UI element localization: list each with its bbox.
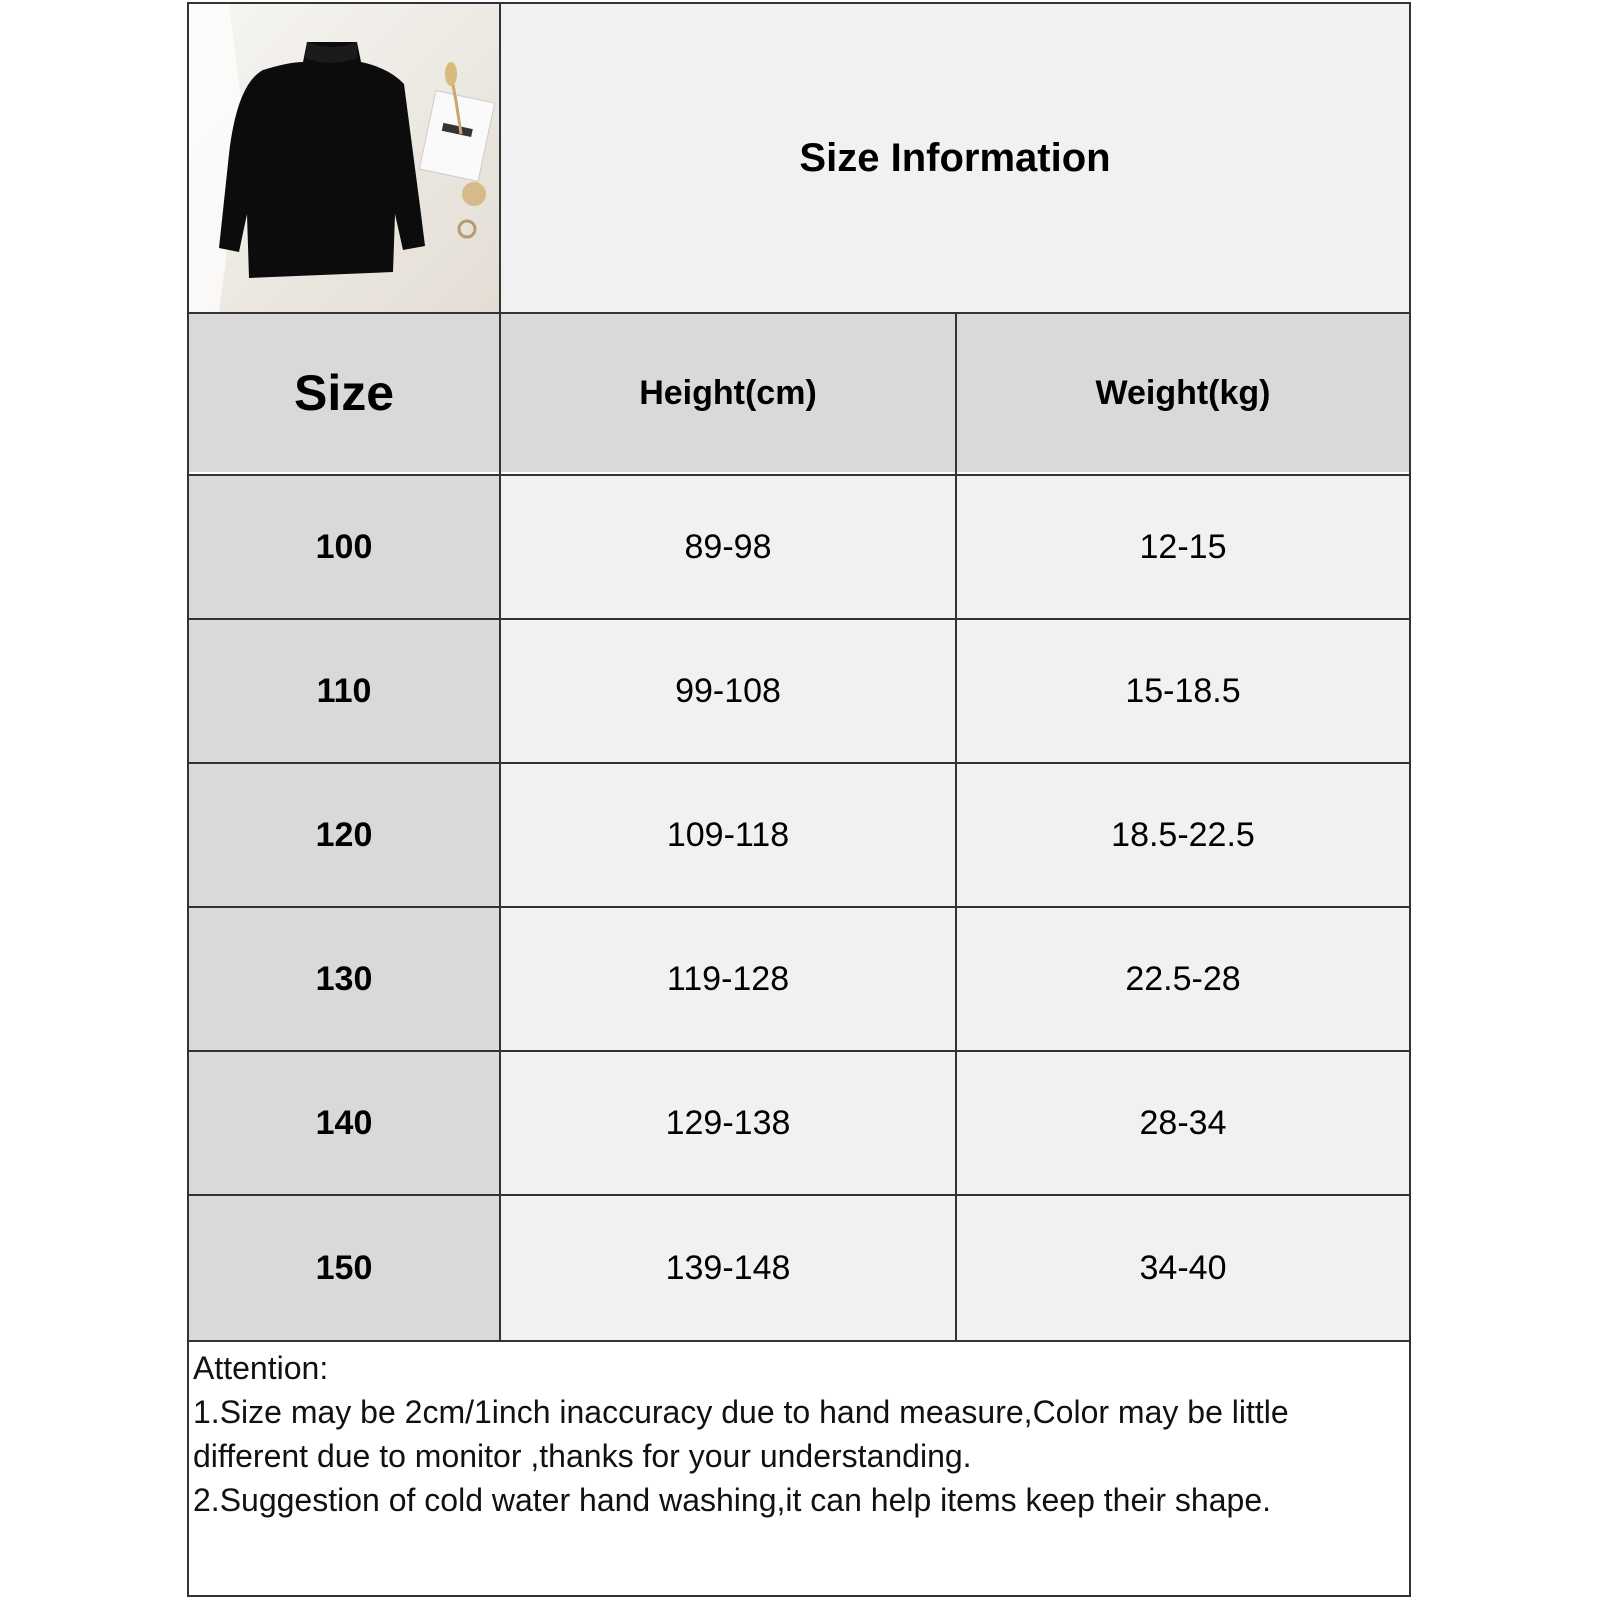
header-weight-label: Weight(kg) (1095, 373, 1271, 412)
notes-line: 2.Suggestion of cold water hand washing,it can help items keep their shape. (193, 1482, 1271, 1518)
header-height-label: Height(cm) (639, 373, 817, 412)
table-row-weight (957, 620, 1409, 762)
attention-notes (193, 1346, 1393, 1522)
height-value: 129-138 (665, 1103, 791, 1142)
table-row-weight (957, 476, 1409, 618)
height-value: 89-98 (684, 527, 772, 566)
table-row-size (189, 908, 499, 1050)
header-size-label: Size (293, 365, 395, 421)
size-chart (187, 2, 1411, 1597)
size-value: 150 (315, 1248, 373, 1287)
table-row-weight (957, 764, 1409, 906)
table-row-height (501, 620, 955, 762)
notes-line: 1.Size may be 2cm/1inch inaccuracy due to hand measure,Color may be little (193, 1394, 1289, 1430)
table-row-weight (957, 1196, 1409, 1340)
table-row-size (189, 1196, 499, 1340)
height-value: 139-148 (665, 1248, 791, 1287)
table-row-height (501, 1196, 955, 1340)
table-row-weight (957, 908, 1409, 1050)
table-row-size (189, 476, 499, 618)
table-row-height (501, 1052, 955, 1194)
table-row-size (189, 1052, 499, 1194)
height-value: 109-118 (666, 815, 790, 854)
product-photo (189, 4, 499, 312)
table-row-size (189, 764, 499, 906)
height-value: 119-128 (666, 959, 790, 998)
table-row-height (501, 908, 955, 1050)
header-weight (957, 314, 1409, 472)
height-value: 99-108 (675, 671, 781, 710)
weight-value: 34-40 (1139, 1248, 1227, 1287)
weight-value: 15-18.5 (1125, 671, 1241, 710)
size-value: 140 (315, 1103, 373, 1142)
header-size (189, 314, 499, 472)
size-value: 110 (316, 671, 372, 710)
weight-value: 28-34 (1139, 1103, 1227, 1142)
title-cell (501, 4, 1409, 312)
header-height (501, 314, 955, 472)
weight-value: 18.5-22.5 (1111, 815, 1255, 854)
black-turtleneck-sweater-icon (189, 4, 499, 312)
weight-value: 12-15 (1139, 527, 1227, 566)
weight-value: 22.5-28 (1125, 959, 1241, 998)
table-row-height (501, 476, 955, 618)
table-row-weight (957, 1052, 1409, 1194)
table-row-height (501, 764, 955, 906)
size-value: 120 (315, 815, 373, 854)
size-value: 100 (315, 527, 373, 566)
table-row-size (189, 620, 499, 762)
notes-heading: Attention: (193, 1350, 329, 1386)
notes-line: different due to monitor ,thanks for your understanding. (193, 1438, 972, 1474)
size-value: 130 (315, 959, 373, 998)
page-title: Size Information (799, 135, 1111, 180)
